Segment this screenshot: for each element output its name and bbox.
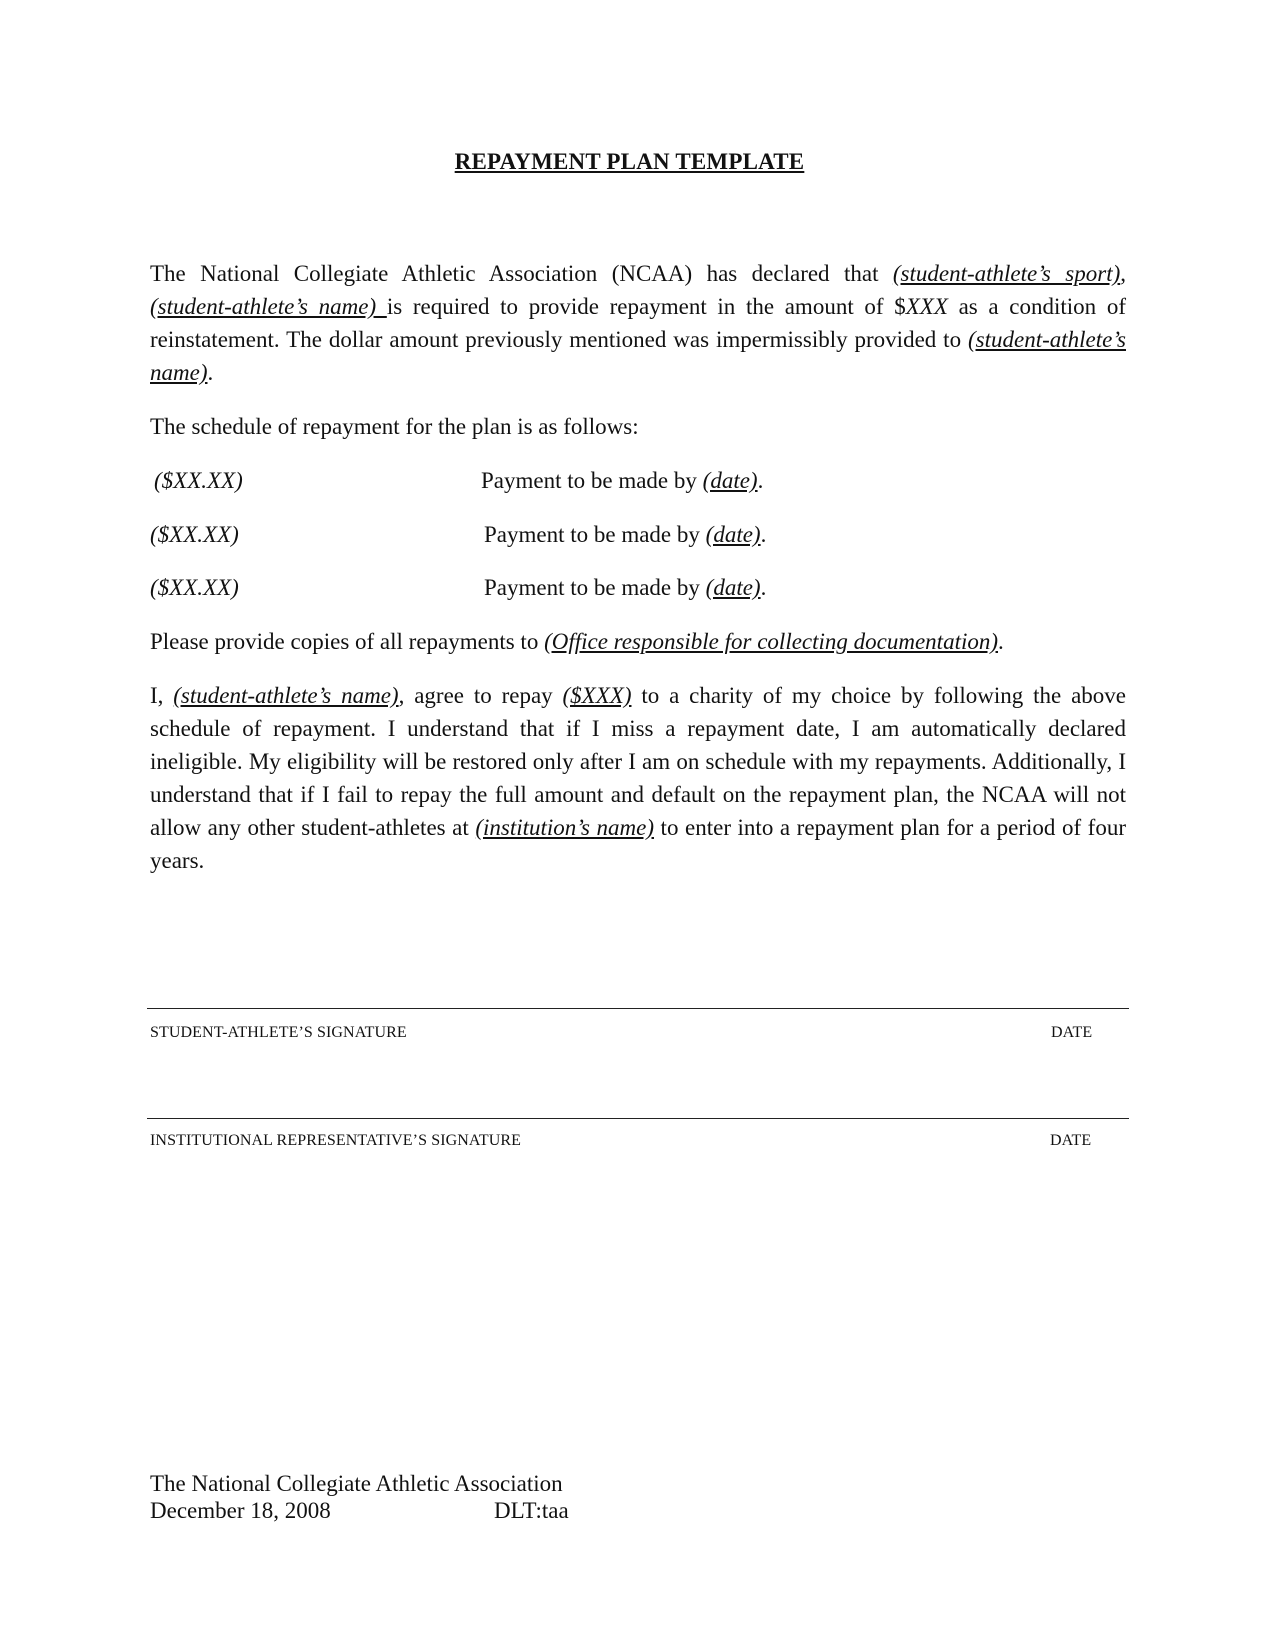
placeholder-sport: (student-athlete’s sport) xyxy=(892,261,1121,286)
document-title xyxy=(0,150,1275,173)
schedule-payment-end: . xyxy=(760,522,767,547)
placeholder-athlete-name-3: (student-athlete’s name) xyxy=(173,683,399,708)
intro-paragraph xyxy=(150,257,1126,389)
student-date-label: DATE xyxy=(1051,1024,1093,1041)
placeholder-date: (date) xyxy=(705,522,761,547)
footer-initials: DLT:taa xyxy=(494,1498,569,1523)
placeholder-office: (Office responsible for collecting documentation) xyxy=(544,629,999,654)
agreement-text-2: , agree to repay xyxy=(398,683,563,708)
schedule-payment-3 xyxy=(484,571,766,604)
agreement-paragraph xyxy=(150,679,1126,877)
schedule-heading: The schedule of repayment for the plan is as follows: xyxy=(150,414,639,439)
schedule-amount-3: ($XX.XX) xyxy=(150,575,239,600)
schedule-amount-2: ($XX.XX) xyxy=(150,522,239,547)
copies-text-2: . xyxy=(998,629,1004,654)
placeholder-date: (date) xyxy=(705,575,761,600)
schedule-payment-text: Payment to be made by xyxy=(481,468,703,493)
placeholder-date: (date) xyxy=(702,468,758,493)
agreement-text-3: to a charity of my choice by following the above schedule of repayment. I understand that if I miss a repayment date, I am automatically declared ineligible. My eligibility will be restored only after I am on schedule with my repayments. Additionally, I understand that if I fail to repay the full amount and default on the repayment plan, the NCAA will not allow any other student-athletes at xyxy=(150,683,1126,840)
copies-text-1: Please provide copies of all repayments to xyxy=(150,629,545,654)
schedule-payment-end: . xyxy=(757,468,764,493)
intro-text-5: . xyxy=(207,360,214,385)
intro-text-4: as a condition of reinstatement. The dollar amount previously mentioned was impermissibly provided to xyxy=(150,294,1127,352)
agreement-text-1: I, xyxy=(150,683,174,708)
intro-text-3: is required to provide repayment in the amount of $ xyxy=(386,294,906,319)
schedule-payment-2 xyxy=(484,518,766,551)
intro-text-1: The National Collegiate Athletic Association (NCAA) has declared that xyxy=(150,261,893,286)
copies-paragraph xyxy=(150,625,1004,658)
footer-date: December 18, 2008 xyxy=(150,1498,331,1523)
placeholder-amount: XXX xyxy=(905,294,948,319)
placeholder-athlete-name: (student-athlete’s name) xyxy=(150,294,387,319)
placeholder-institution: (institution’s name) xyxy=(475,815,654,840)
placeholder-repay-amount: ($XXX) xyxy=(562,683,632,708)
placeholder-athlete-name-2: (student-athlete’s name) xyxy=(150,327,1126,385)
representative-signature-line[interactable] xyxy=(147,1118,1129,1119)
schedule-payment-1 xyxy=(481,464,763,497)
agreement-text-4: to enter into a repayment plan for a period of four years. xyxy=(150,815,1126,873)
schedule-payment-end: . xyxy=(760,575,767,600)
representative-date-label: DATE xyxy=(1050,1132,1092,1149)
schedule-amount-1: ($XX.XX) xyxy=(154,468,243,493)
intro-text-2: , xyxy=(1120,261,1126,286)
schedule-payment-text: Payment to be made by xyxy=(484,522,706,547)
student-signature-line[interactable] xyxy=(147,1008,1129,1009)
student-signature-label: STUDENT-ATHLETE’S SIGNATURE xyxy=(150,1024,407,1041)
schedule-payment-text: Payment to be made by xyxy=(484,575,706,600)
representative-signature-label: INSTITUTIONAL REPRESENTATIVE’S SIGNATURE xyxy=(150,1132,521,1149)
document-title-text: REPAYMENT PLAN TEMPLATE xyxy=(454,149,805,174)
footer-organization: The National Collegiate Athletic Association xyxy=(150,1471,563,1496)
